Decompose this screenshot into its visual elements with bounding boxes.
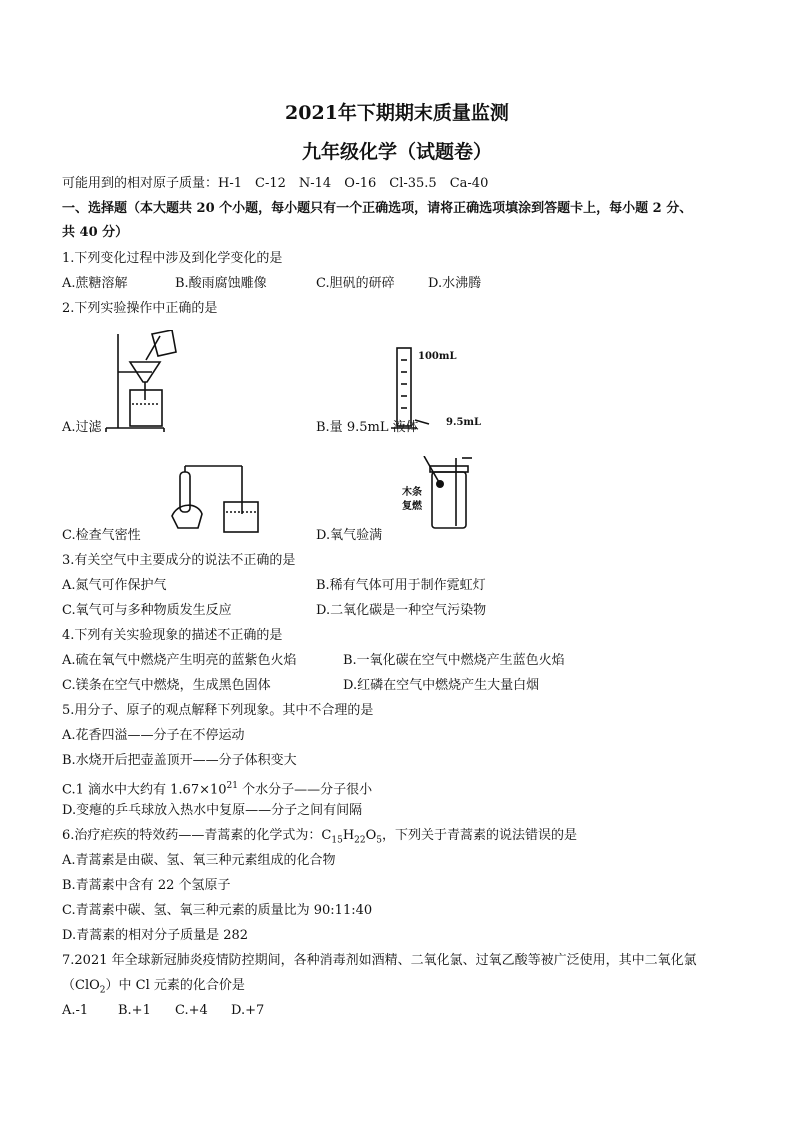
q5-option-c: C.1 滴水中大约有 $1.67\times 10^{21}$ 个水分子——分子很小 bbox=[62, 781, 373, 798]
oxygen-test-bottle-figure bbox=[420, 456, 480, 536]
q7-option-b: B.+1 bbox=[118, 1003, 151, 1018]
q6-option-a: A.青蒿素是由碳、氢、氧三种元素组成的化合物 bbox=[62, 853, 336, 868]
q2-stem: 2.下列实验操作中正确的是 bbox=[62, 301, 218, 316]
q4-option-d: D.红磷在空气中燃烧产生大量白烟 bbox=[343, 678, 540, 693]
q2-option-c: C.检查气密性 bbox=[62, 528, 141, 543]
q2-option-a: A.过滤 bbox=[62, 420, 102, 435]
q4-option-a: A.硫在氧气中燃烧产生明亮的蓝紫色火焰 bbox=[62, 653, 297, 668]
cylinder-volume-label: 9.5mL bbox=[446, 417, 482, 428]
exam-title: 2021年下期期末质量监测 bbox=[285, 102, 509, 124]
q1-option-a: A.蔗糖溶解 bbox=[62, 276, 128, 291]
q1-option-d: D.水沸腾 bbox=[428, 276, 482, 291]
q6-option-d: D.青蒿素的相对分子质量是 282 bbox=[62, 928, 249, 943]
q1-stem: 1.下列变化过程中涉及到化学变化的是 bbox=[62, 251, 283, 266]
q4-option-c: C.镁条在空气中燃烧，生成黑色固体 bbox=[62, 678, 271, 693]
q6-stem: 6.治疗疟疾的特效药——青蒿素的化学式为：$C_{15}H_{22}O_5$，下列关于青蒿素的说法错误的是 bbox=[62, 828, 578, 846]
airtightness-check-figure bbox=[168, 462, 268, 540]
q3-stem: 3.有关空气中主要成分的说法不正确的是 bbox=[62, 553, 296, 568]
atomic-masses: 可能用到的相对原子质量：H-1 C-12 N-14 O-16 Cl-35.5 Ca-40 bbox=[62, 176, 489, 191]
stick-label: 木条 bbox=[402, 487, 422, 498]
q3-option-b: B.稀有气体可用于制作霓虹灯 bbox=[316, 578, 486, 593]
q6-option-c: C.青蒿素中碳、氢、氧三种元素的质量比为 90:11:40 bbox=[62, 903, 373, 918]
filtration-apparatus-figure bbox=[100, 330, 180, 435]
q7-stem: 7.2021 年全球新冠肺炎疫情防控期间，各种消毒剂如酒精、二氧化氯、过氧乙酸等被广泛使用，其中二氧化氯 bbox=[62, 953, 697, 968]
section-heading: 一、选择题（本大题共 20 个小题，每小题只有一个正确选项，请将正确选项填涂到答题卡上，每小题 2 分、 bbox=[62, 201, 693, 216]
section-heading-cont: 共 40 分） bbox=[62, 225, 129, 240]
q6-option-b: B.青蒿素中含有 22 个氢原子 bbox=[62, 878, 231, 893]
q5-option-d: D.变瘪的乒乓球放入热水中复原——分子之间有间隔 bbox=[62, 803, 363, 818]
q1-option-c: C.胆矾的研碎 bbox=[316, 276, 395, 291]
q4-stem: 4.下列有关实验现象的描述不正确的是 bbox=[62, 628, 283, 643]
q5-option-a: A.花香四溢——分子在不停运动 bbox=[62, 728, 245, 743]
q7-stem-cont: （ClO$_2$）中 Cl 元素的化合价是 bbox=[62, 978, 245, 996]
exam-subtitle: 九年级化学（试题卷） bbox=[301, 141, 492, 163]
cylinder-capacity-label: 100mL bbox=[418, 351, 457, 362]
q3-option-d: D.二氧化碳是一种空气污染物 bbox=[316, 603, 487, 618]
q1-option-b: B.酸雨腐蚀雕像 bbox=[175, 276, 267, 291]
q5-stem: 5.用分子、原子的观点解释下列现象。其中不合理的是 bbox=[62, 703, 374, 718]
q3-option-c: C.氧气可与多种物质发生反应 bbox=[62, 603, 232, 618]
q5-option-b: B.水烧开后把壶盖顶开——分子体积变大 bbox=[62, 753, 297, 768]
q2-option-b: B.量 9.5mL 液体 bbox=[316, 420, 419, 435]
q7-option-d: D.+7 bbox=[231, 1003, 265, 1018]
q7-option-a: A.-1 bbox=[62, 1003, 89, 1018]
q4-option-b: B.一氧化碳在空气中燃烧产生蓝色火焰 bbox=[343, 653, 565, 668]
q7-option-c: C.+4 bbox=[175, 1003, 208, 1018]
q2-option-d: D.氧气验满 bbox=[316, 528, 383, 543]
reignite-label: 复燃 bbox=[402, 501, 422, 512]
q3-option-a: A.氮气可作保护气 bbox=[62, 578, 167, 593]
